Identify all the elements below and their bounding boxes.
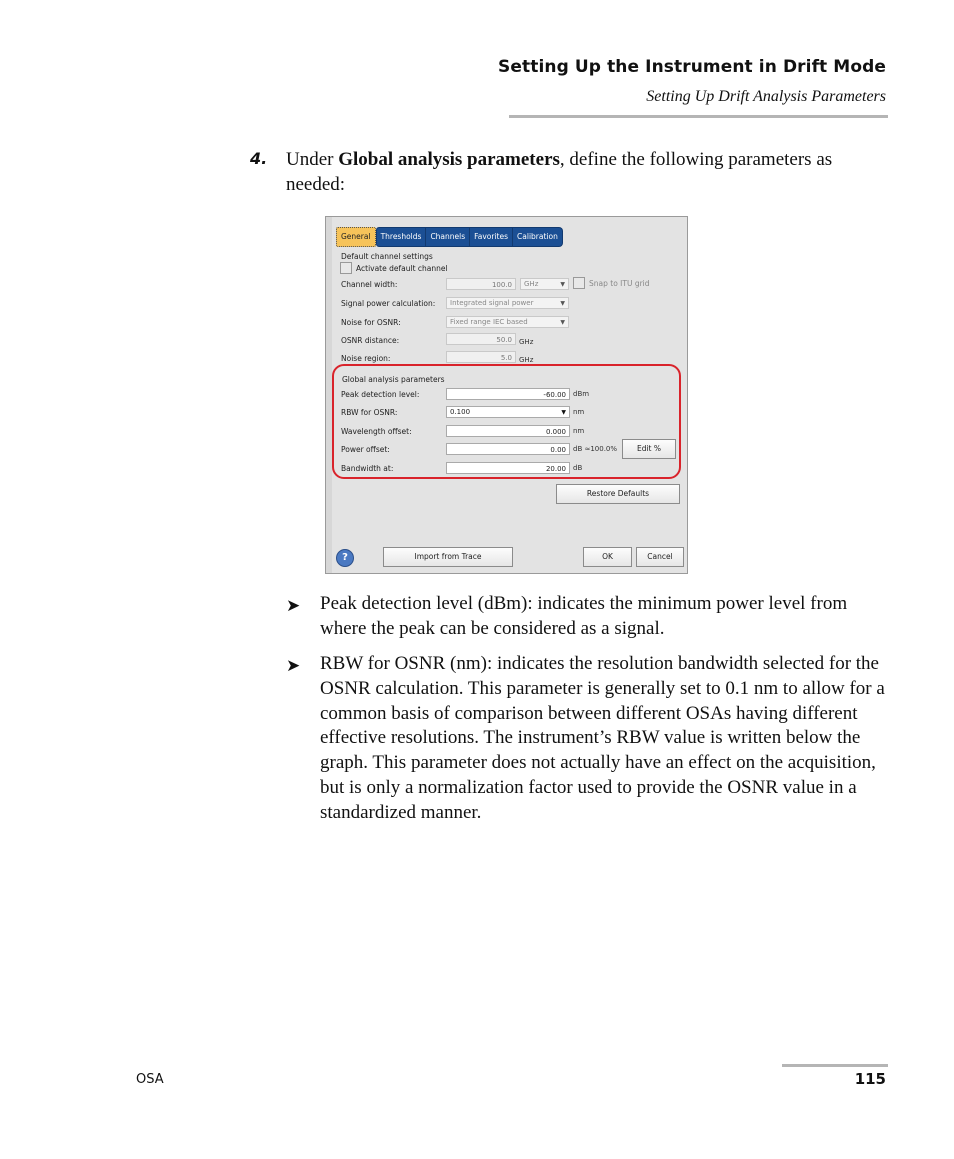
running-header-subtitle: Setting Up Drift Analysis Parameters <box>646 88 886 105</box>
noise-for-osnr-label: Noise for OSNR: <box>341 318 401 327</box>
import-from-trace-button[interactable]: Import from Trace <box>383 547 513 567</box>
page-number: 115 <box>854 1070 886 1088</box>
rbw-label: RBW for OSNR: <box>341 408 398 417</box>
peak-detection-field[interactable]: -60.00 <box>446 388 570 400</box>
wavelength-offset-field[interactable]: 0.000 <box>446 425 570 437</box>
step-text-before: Under <box>286 149 339 170</box>
tab-channels[interactable]: Channels <box>426 227 470 247</box>
bandwidth-at-unit: dB <box>573 464 583 472</box>
activate-default-channel-label: Activate default channel <box>356 264 448 273</box>
tab-calibration[interactable]: Calibration <box>513 227 563 247</box>
settings-tab-bar <box>336 227 563 247</box>
bullet-peak-detection: Peak detection level (dBm): indicates the minimum power level from where the peak can be considered as a signal. <box>320 593 848 639</box>
tab-thresholds[interactable]: Thresholds <box>376 227 427 247</box>
osnr-distance-unit: GHz <box>519 338 534 346</box>
tab-favorites[interactable]: Favorites <box>470 227 513 247</box>
chevron-down-icon: ▼ <box>560 319 565 326</box>
snap-itu-grid-label: Snap to ITU grid <box>589 279 650 288</box>
step-instruction <box>286 147 886 197</box>
step-number: 4. <box>250 149 268 168</box>
help-icon[interactable]: ? <box>336 549 354 567</box>
channel-width-field[interactable]: 100.0 <box>446 278 516 290</box>
channel-width-label: Channel width: <box>341 280 398 289</box>
bandwidth-at-field[interactable]: 20.00 <box>446 462 570 474</box>
step-text-after: , define the following parameters as needed: <box>286 149 833 195</box>
channel-width-unit-select[interactable] <box>520 278 569 290</box>
power-offset-label: Power offset: <box>341 445 390 454</box>
bullet-marker: ➤ <box>286 656 301 676</box>
global-parameters-highlight <box>332 364 681 479</box>
chevron-down-icon: ▼ <box>561 409 566 416</box>
rbw-value: 0.100 <box>450 408 471 416</box>
noise-region-unit: GHz <box>519 356 534 364</box>
bullet-rbw-for-osnr: RBW for OSNR (nm): indicates the resolution bandwidth selected for the OSNR calculation. This parameter is generally set to 0.1 nm to allow for a common basis of comparison between different OSAs having different effective resolutions. The instrument’s RBW value is written below the graph. This parameter does not actually have an effect on the acquisition, but is only a normalization factor used to provide the OSNR value in a standardized manner. <box>320 653 885 823</box>
footer-rule <box>782 1064 888 1067</box>
tab-general[interactable]: General <box>336 227 376 247</box>
bullet-marker: ➤ <box>286 596 301 616</box>
global-analysis-section-title: Global analysis parameters <box>342 375 445 384</box>
restore-defaults-button[interactable]: Restore Defaults <box>556 484 680 504</box>
peak-detection-unit: dBm <box>573 390 590 398</box>
footer-product: OSA <box>136 1072 164 1087</box>
step-text-bold: Global analysis parameters <box>338 149 560 170</box>
signal-power-value: Integrated signal power <box>450 299 534 307</box>
power-offset-unit: dB ≈100.0% <box>573 445 618 453</box>
cancel-button[interactable]: Cancel <box>636 547 684 567</box>
chevron-down-icon: ▼ <box>560 281 565 288</box>
bandwidth-at-label: Bandwidth at: <box>341 464 394 473</box>
rbw-unit: nm <box>573 408 585 416</box>
peak-detection-label: Peak detection level: <box>341 390 420 399</box>
header-rule <box>509 115 888 118</box>
signal-power-select[interactable] <box>446 297 569 309</box>
noise-for-osnr-select[interactable] <box>446 316 569 328</box>
noise-region-label: Noise region: <box>341 354 391 363</box>
noise-region-field[interactable]: 5.0 <box>446 351 516 363</box>
ok-button[interactable]: OK <box>583 547 632 567</box>
wavelength-offset-unit: nm <box>573 427 585 435</box>
default-channel-section-title: Default channel settings <box>341 252 433 261</box>
snap-itu-grid-checkbox[interactable] <box>573 277 585 289</box>
osnr-distance-label: OSNR distance: <box>341 336 400 345</box>
power-offset-field[interactable]: 0.00 <box>446 443 570 455</box>
chevron-down-icon: ▼ <box>560 300 565 307</box>
channel-width-unit-value: GHz <box>524 280 539 288</box>
wavelength-offset-label: Wavelength offset: <box>341 427 412 436</box>
running-header-title: Setting Up the Instrument in Drift Mode <box>498 57 886 77</box>
osnr-distance-field[interactable]: 50.0 <box>446 333 516 345</box>
signal-power-label: Signal power calculation: <box>341 299 436 308</box>
noise-for-osnr-value: Fixed range IEC based <box>450 318 528 326</box>
edit-percent-button[interactable]: Edit % <box>622 439 676 459</box>
activate-default-channel-checkbox[interactable] <box>340 262 352 274</box>
